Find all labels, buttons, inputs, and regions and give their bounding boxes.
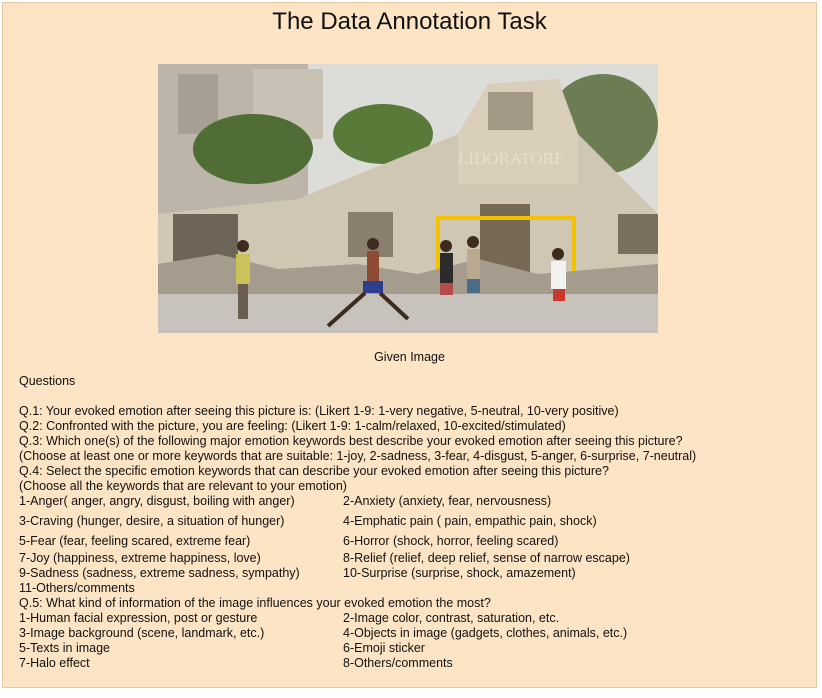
emotion-option-anger: 1-Anger( anger, angry, disgust, boiling with anger) bbox=[19, 494, 295, 508]
info-option-image-color: 2-Image color, contrast, saturation, etc. bbox=[343, 611, 560, 625]
question-2: Q.2: Confronted with the picture, you are feeling: (Likert 1-9: 1-calm/relaxed, 10-excited/stimulated) bbox=[19, 419, 566, 433]
question-3: Q.3: Which one(s) of the following major emotion keywords best describe your evoked emotion after seeing this picture? bbox=[19, 434, 683, 448]
info-option-facial-expression: 1-Human facial expression, post or gesture bbox=[19, 611, 258, 625]
emotion-option-relief: 8-Relief (relief, deep relief, sense of narrow escape) bbox=[343, 551, 630, 565]
emotion-option-sadness: 9-Sadness (sadness, extreme sadness, sympathy) bbox=[19, 566, 300, 580]
questions-header: Questions bbox=[19, 374, 76, 388]
info-option-objects: 4-Objects in image (gadgets, clothes, animals, etc.) bbox=[343, 626, 628, 640]
emotion-option-fear: 5-Fear (fear, feeling scared, extreme fear) bbox=[19, 534, 251, 548]
question-4-instructions: (Choose all the keywords that are relevant to your emotion) bbox=[19, 479, 347, 493]
info-option-texts: 5-Texts in image bbox=[19, 641, 111, 655]
info-option-background: 3-Image background (scene, landmark, etc.) bbox=[19, 626, 265, 640]
emotion-option-joy: 7-Joy (happiness, extreme happiness, love) bbox=[19, 551, 261, 565]
info-option-others: 8-Others/comments bbox=[343, 656, 453, 670]
info-option-halo: 7-Halo effect bbox=[19, 656, 90, 670]
page-title: The Data Annotation Task bbox=[272, 8, 547, 35]
question-4: Q.4: Select the specific emotion keywords that can describe your evoked emotion after seeing this picture? bbox=[19, 464, 609, 478]
question-1: Q.1: Your evoked emotion after seeing this picture is: (Likert 1-9: 1-very negative, 5-neutral, 10-very positive) bbox=[19, 404, 619, 418]
emotion-option-horror: 6-Horror (shock, horror, feeling scared) bbox=[343, 534, 559, 548]
street-scene-illustration bbox=[158, 64, 658, 333]
info-option-emoji: 6-Emoji sticker bbox=[343, 641, 425, 655]
photo-sign-text: LIDORATORE bbox=[458, 149, 565, 168]
emotion-option-craving: 3-Craving (hunger, desire, a situation of hunger) bbox=[19, 514, 285, 528]
emotion-option-anxiety: 2-Anxiety (anxiety, fear, nervousness) bbox=[343, 494, 552, 508]
image-caption: Given Image bbox=[374, 350, 445, 364]
emotion-option-surprise: 10-Surprise (surprise, shock, amazement) bbox=[343, 566, 576, 580]
emotion-option-emphatic-pain: 4-Emphatic pain ( pain, empathic pain, shock) bbox=[343, 514, 597, 528]
emotion-option-others: 11-Others/comments bbox=[19, 581, 135, 595]
question-5: Q.5: What kind of information of the image influences your evoked emotion the most? bbox=[19, 596, 491, 610]
question-3-instructions: (Choose at least one or more keywords that are suitable: 1-joy, 2-sadness, 3-fear, 4-disgust, 5-anger, 6-surprise, 7-neutral) bbox=[19, 449, 697, 463]
annotation-task-panel bbox=[2, 2, 817, 688]
given-image bbox=[158, 64, 658, 333]
